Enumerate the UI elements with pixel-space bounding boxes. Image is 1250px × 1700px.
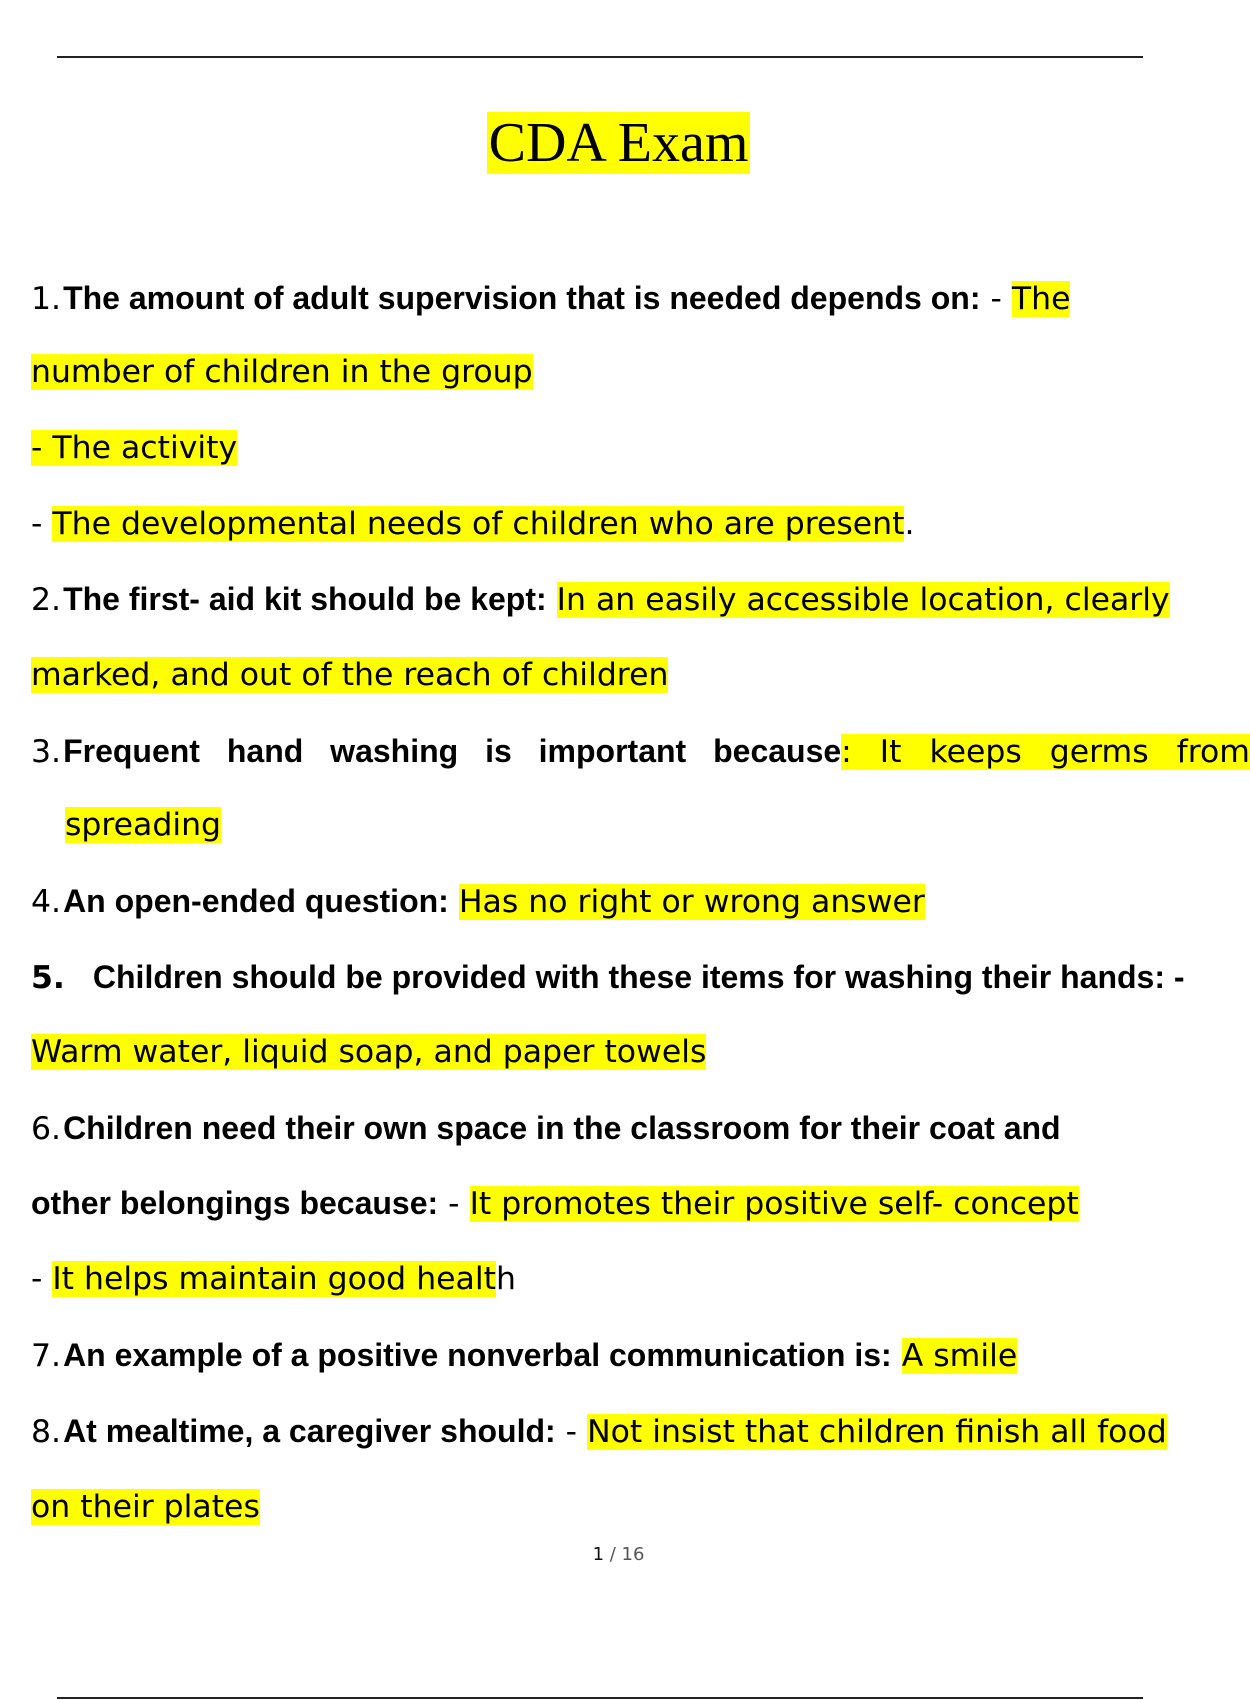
page-title-text: CDA Exam (488, 112, 749, 174)
dash-separator: - (438, 1186, 470, 1222)
answer-text: A smile (901, 1338, 1018, 1374)
answer-text: The developmental needs of children who are present (52, 506, 905, 542)
item-5-line-2 (31, 1022, 706, 1082)
item-number: 8. (31, 1414, 62, 1450)
item-3-line-1 (31, 721, 1250, 781)
item-1-line-3 (31, 418, 237, 478)
item-8-line-1 (31, 1401, 1167, 1461)
item-3-line-2 (65, 795, 221, 855)
question-text: The amount of adult supervision that is needed depends on: (63, 280, 981, 316)
question-text: An open-ended question: (63, 883, 449, 919)
question-text: At mealtime, a caregiver should: (63, 1413, 556, 1449)
item-number: 1. (31, 281, 62, 317)
answer-text: It helps maintain good healt (52, 1261, 496, 1297)
item-1-line-4 (31, 494, 915, 554)
answer-text: Not insist that children finish all food (587, 1414, 1167, 1450)
item-number: 2. (31, 582, 62, 618)
answer-text: In an easily accessible location, clearly (556, 582, 1170, 618)
question-text: Children should be provided with these items for washing their hands: - (92, 959, 1185, 995)
item-1-line-1 (31, 268, 1070, 328)
item-number: 4. (31, 884, 62, 920)
item-2-line-2 (31, 645, 668, 705)
answer-text: on their plates (31, 1489, 260, 1525)
item-6-line-2 (31, 1173, 1079, 1233)
page-separator: / (604, 1544, 622, 1565)
question-text: The first- aid kit should be kept: (63, 581, 547, 617)
item-number: 3. (31, 734, 62, 770)
answer-text-tail: h (495, 1261, 516, 1297)
total-pages: 16 (621, 1544, 645, 1565)
dash-separator: - (980, 281, 1012, 317)
dash-separator: - (31, 506, 53, 542)
item-1-line-2 (31, 342, 533, 402)
answer-text: The (1011, 281, 1071, 317)
item-number: 5. (31, 960, 65, 996)
answer-text: It promotes their positive self- concept (469, 1186, 1079, 1222)
answer-text: number of children in the group (31, 354, 533, 390)
question-text: An example of a positive nonverbal communication is: (63, 1337, 892, 1373)
question-text: Children need their own space in the classroom for their coat and (63, 1110, 1061, 1146)
period: . (904, 506, 915, 542)
item-7-line-1 (31, 1325, 1017, 1385)
dash-separator: - (31, 1261, 53, 1297)
bottom-rule (57, 1697, 1143, 1699)
answer-text: spreading (65, 807, 222, 843)
question-text: other belongings because: (31, 1185, 439, 1221)
item-8-line-2 (31, 1477, 260, 1537)
dash-separator: - (555, 1414, 588, 1450)
item-number: 6. (31, 1111, 62, 1147)
question-text: Frequent hand washing is important because (63, 733, 842, 769)
item-6-line-1 (31, 1098, 1061, 1158)
item-4-line-1 (31, 871, 925, 931)
page-counter (0, 1544, 1237, 1565)
item-2-line-1 (31, 569, 1170, 629)
answer-text: marked, and out of the reach of children (31, 657, 669, 693)
answer-text: : It keeps germs from (841, 734, 1250, 770)
item-number: 7. (31, 1338, 62, 1374)
page-title (0, 108, 1237, 178)
top-rule (57, 56, 1143, 58)
answer-text: - The activity (31, 430, 238, 466)
item-6-line-3 (31, 1249, 516, 1309)
item-5-line-1 (31, 947, 1185, 1007)
answer-text: Has no right or wrong answer (458, 884, 925, 920)
current-page-number: 1 (592, 1544, 605, 1565)
answer-text: Warm water, liquid soap, and paper towels (31, 1034, 707, 1070)
